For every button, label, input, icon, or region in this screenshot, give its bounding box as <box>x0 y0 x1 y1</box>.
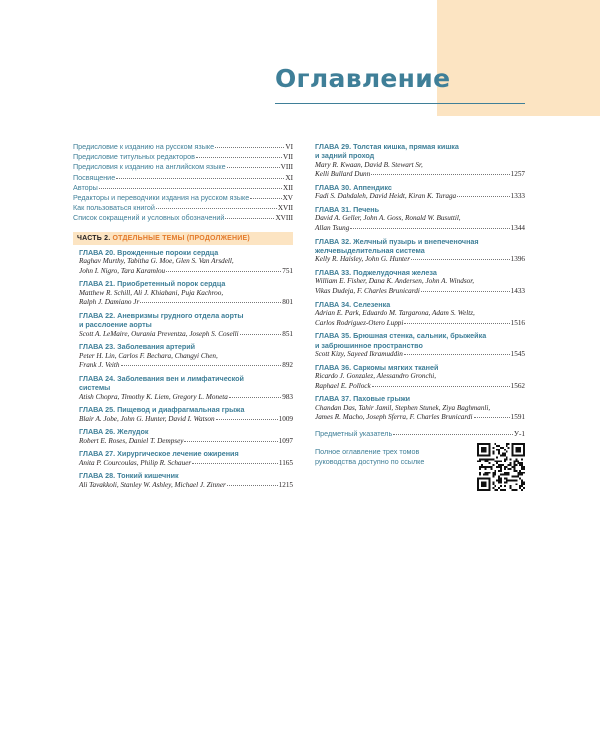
leader-dots <box>474 417 510 418</box>
leader-dots <box>192 463 278 464</box>
chapter-title <box>79 279 293 288</box>
toc-entry-chapter[interactable] <box>79 279 293 308</box>
chapter-authors <box>79 257 293 276</box>
chapter-title-line: ГЛАВА 36. Саркомы мягких тканей <box>315 362 439 372</box>
toc-entry-front-matter[interactable] <box>73 173 293 183</box>
chapter-title-line: желчевыделительная система <box>315 246 425 255</box>
leader-dots <box>215 147 284 148</box>
chapter-authors <box>315 214 525 233</box>
leader-dots <box>350 228 509 229</box>
leader-dots <box>225 218 274 219</box>
chapter-title-line: ГЛАВА 26. Желудок <box>79 427 149 437</box>
authors-line <box>79 393 293 403</box>
toc-entry-front-matter[interactable] <box>73 183 293 193</box>
authors-line <box>79 361 293 371</box>
toc-entry-chapter[interactable] <box>315 142 525 180</box>
chapter-title-line: ГЛАВА 25. Пищевод и диафрагмальная грыжа <box>79 405 245 415</box>
authors-line <box>79 437 293 447</box>
toc-entry-front-matter[interactable] <box>73 152 293 162</box>
chapter-page: 1257 <box>510 170 525 179</box>
toc-entry-label: Посвящение <box>73 172 116 182</box>
qr-code-icon[interactable] <box>477 443 525 491</box>
chapter-title-line: ГЛАВА 21. Приобретенный порок сердца <box>79 279 226 289</box>
toc-entry-front-matter[interactable] <box>73 193 293 203</box>
chapter-title-line: и расслоение аорты <box>79 320 152 330</box>
leader-dots <box>404 323 509 324</box>
leader-dots <box>240 334 282 335</box>
index-label: Предметный указатель <box>315 428 393 438</box>
chapter-authors <box>79 481 293 491</box>
authors-line <box>315 413 525 423</box>
chapter-title-line: ГЛАВА 24. Заболевания вен и лимфатической <box>79 373 244 383</box>
toc-entry-front-matter[interactable] <box>73 213 293 223</box>
toc-entry-chapter[interactable] <box>79 374 293 402</box>
chapter-page: 851 <box>282 329 293 338</box>
authors-text: John I. Nigro, Tara Karamlou <box>79 266 166 275</box>
part-label: ЧАСТЬ 2. <box>77 234 111 242</box>
chapter-authors <box>79 330 293 340</box>
authors-text: Robert E. Roses, Daniel T. Dempsey <box>79 436 184 445</box>
leader-dots <box>116 178 284 179</box>
toc-entry-chapter[interactable] <box>79 449 293 468</box>
leader-dots <box>166 271 281 272</box>
toc-entry-index[interactable] <box>315 429 525 439</box>
chapter-title <box>315 268 525 277</box>
toc-entry-label: Список сокращений и условных обозначений <box>73 213 225 223</box>
authors-line: David A. Geller, John A. Goss, Ronald W. Busuttil, <box>315 214 461 223</box>
authors-line <box>315 170 525 180</box>
authors-line: Raghav Murthy, Tabitha G. Moe, Glen S. Van Arsdell, <box>79 257 234 266</box>
toc-left-column <box>73 142 293 493</box>
leader-dots <box>227 167 280 168</box>
chapter-title <box>79 405 293 414</box>
chapter-page: 1165 <box>278 458 293 467</box>
chapter-authors <box>315 404 525 423</box>
authors-line <box>315 350 525 360</box>
chapter-title <box>79 342 293 351</box>
chapter-title-line: ГЛАВА 30. Аппендикс <box>315 183 392 192</box>
chapter-page: 1215 <box>278 480 293 489</box>
front-matter-list <box>73 142 293 224</box>
chapter-authors <box>79 352 293 371</box>
authors-line: Matthew R. Schill, Ali J. Khiabani, Puja Kachroo, <box>79 288 224 297</box>
chapter-page: 1009 <box>278 414 293 423</box>
chapter-title-line: ГЛАВА 27. Хирургическое лечение ожирения <box>79 449 239 459</box>
authors-line <box>79 298 293 308</box>
toc-entry-chapter[interactable] <box>79 405 293 424</box>
toc-entry-page: XI <box>285 173 293 182</box>
part-name: ОТДЕЛЬНЫЕ ТЕМЫ (ПРОДОЛЖЕНИЕ) <box>112 234 250 242</box>
page-title: Оглавление <box>275 64 451 93</box>
authors-line <box>79 267 293 277</box>
toc-entry-front-matter[interactable] <box>73 142 293 152</box>
toc-right-column <box>315 142 525 495</box>
toc-entry-chapter[interactable] <box>315 394 525 423</box>
chapter-title <box>79 248 293 257</box>
authors-text: Fadi S. Dahdaleh, David Heidt, Kiran K. Turaga <box>315 192 457 201</box>
toc-entry-chapter[interactable] <box>315 183 525 202</box>
toc-entry-page: XV <box>282 194 293 203</box>
full-toc-note: Полное оглавление трех томов руководства доступно по ссылке <box>315 446 425 466</box>
chapter-title <box>315 142 525 161</box>
toc-entry-label: Предисловия к изданию на английском языке <box>73 162 226 172</box>
authors-text: Scott Kizy, Sayeed Ikramuddin <box>315 350 403 358</box>
chapter-authors <box>79 459 293 469</box>
chapter-title-line: ГЛАВА 32. Желчный пузырь и внепеченочная <box>315 236 479 246</box>
chapter-title <box>315 237 525 256</box>
authors-line <box>79 415 293 425</box>
authors-line <box>315 255 525 265</box>
toc-entry-label: Как пользоваться книгой <box>73 203 155 213</box>
toc-entry-page: VII <box>283 153 293 162</box>
authors-line <box>79 481 293 491</box>
authors-line: William E. Fisher, Dana K. Andersen, John A. Windsor, <box>315 277 475 286</box>
toc-entry-chapter[interactable] <box>79 311 293 339</box>
toc-entry-chapter[interactable] <box>315 363 525 392</box>
chapter-title <box>79 311 293 330</box>
chapter-title <box>79 427 293 436</box>
leader-dots <box>121 365 282 366</box>
toc-entry-label: Предисловие к изданию на русском языке <box>73 142 215 151</box>
leader-dots <box>99 188 282 189</box>
authors-text: Vikas Dudeja, F. Charles Brunicardi <box>315 287 420 295</box>
leader-dots <box>196 157 282 158</box>
chapter-page: 1562 <box>510 381 525 390</box>
chapter-page: 1545 <box>510 350 525 358</box>
chapter-title <box>315 394 525 403</box>
chapter-authors <box>315 372 525 391</box>
authors-text: Raphael E. Pollock <box>315 381 371 390</box>
chapter-authors <box>79 289 293 308</box>
chapter-title-line: системы <box>79 383 111 393</box>
chapter-title <box>315 183 525 192</box>
authors-line <box>315 382 525 392</box>
authors-text: Anita P. Courcoulas, Philip R. Schauer <box>79 458 192 467</box>
leader-dots <box>404 354 510 355</box>
leader-dots <box>184 441 277 442</box>
chapter-title-line: ГЛАВА 31. Печень <box>315 205 380 214</box>
chapter-authors <box>315 309 525 328</box>
authors-text: Ali Tavakkoli, Stanley W. Ashley, Michael J. Zinner <box>79 480 226 489</box>
chapter-page: 1433 <box>510 287 525 295</box>
leader-dots <box>457 196 509 197</box>
chapter-title <box>79 471 293 480</box>
toc-entry-label: Авторы <box>73 182 98 192</box>
authors-line <box>79 459 293 469</box>
chapter-title-line: и забрюшинное пространство <box>315 340 423 350</box>
chapter-list-right <box>315 142 525 423</box>
index-page: У-1 <box>513 429 525 438</box>
authors-line: Chandan Das, Tahir Jamil, Stephen Stunek, Ziya Baghmanli, <box>315 403 491 412</box>
leader-dots <box>371 174 509 175</box>
authors-text: Ralph J. Damiano Jr <box>79 298 140 307</box>
authors-line <box>315 287 525 297</box>
full-toc-block <box>315 443 525 495</box>
authors-line: Peter H. Lin, Carlos F. Bechara, Changyi Chen, <box>79 351 218 360</box>
leader-dots <box>411 259 510 260</box>
toc-entry-page: XVII <box>277 204 293 213</box>
chapter-title-line: ГЛАВА 23. Заболевания артерий <box>79 342 196 352</box>
toc-entry-chapter[interactable] <box>79 248 293 277</box>
authors-line <box>315 224 525 234</box>
chapter-page: 1344 <box>510 224 525 232</box>
chapter-title <box>315 300 525 309</box>
chapter-page: 801 <box>282 298 293 307</box>
authors-line: Ricardo J. Gonzalez, Alessandro Gronchi, <box>315 372 437 380</box>
authors-line <box>315 192 525 202</box>
part-heading <box>73 232 293 245</box>
toc-entry-page: XVIII <box>275 214 293 223</box>
authors-text: Blair A. Jobe, John G. Hunter, David I. Watson <box>79 414 215 423</box>
authors-text: Kelly R. Haisley, John G. Hunter <box>315 255 411 264</box>
chapter-title-line: и задний проход <box>315 151 375 161</box>
toc-entry-page: VIII <box>280 163 293 172</box>
toc-entry-label: Редакторы и переводчики издания на русском языке <box>73 193 250 203</box>
chapter-title-line: ГЛАВА 20. Врожденные пороки сердца <box>79 247 219 257</box>
chapter-title-line: ГЛАВА 35. Брюшная стенка, сальник, брыжейка <box>315 331 487 341</box>
chapter-title <box>315 331 525 350</box>
chapter-title-line: ГЛАВА 33. Поджелудочная железа <box>315 268 437 277</box>
authors-text: James R. Macho, Joseph Sferra, F. Charles Brunicardi <box>315 413 473 422</box>
authors-text: Kelli Bullard Dunn <box>315 170 371 179</box>
chapter-title-line: ГЛАВА 34. Селезенка <box>315 299 391 309</box>
leader-dots <box>372 386 510 387</box>
chapter-authors <box>79 437 293 447</box>
toc-entry-front-matter[interactable] <box>73 162 293 172</box>
toc-entry-page: XII <box>283 183 293 192</box>
toc-entry-page: VI <box>285 143 293 151</box>
authors-text: Scott A. LeMaire, Ourania Preventza, Joseph S. Coselli <box>79 329 239 338</box>
toc-entry-front-matter[interactable] <box>73 203 293 213</box>
chapter-page: 1516 <box>510 318 525 327</box>
toc-entry-chapter[interactable] <box>315 237 525 265</box>
chapter-list-left <box>73 248 293 491</box>
toc-entry-chapter[interactable] <box>315 205 525 234</box>
authors-text: Allan Tsung <box>315 224 350 232</box>
toc-entry-chapter[interactable] <box>315 331 525 359</box>
chapter-title <box>315 205 525 214</box>
chapter-page: 751 <box>282 266 293 275</box>
chapter-title-line: ГЛАВА 28. Тонкий кишечник <box>79 471 179 481</box>
chapter-authors <box>315 161 525 180</box>
authors-text: Atish Chopra, Timothy K. Liem, Gregory L. Moneta <box>79 392 228 401</box>
leader-dots <box>156 208 277 209</box>
toc-entry-chapter[interactable] <box>79 427 293 446</box>
leader-dots <box>421 291 510 292</box>
leader-dots <box>229 397 281 398</box>
authors-text: Frank J. Veith <box>79 361 120 370</box>
toc-entry-chapter[interactable] <box>79 342 293 371</box>
decorative-corner <box>437 0 600 116</box>
chapter-page: 1591 <box>510 413 525 422</box>
leader-dots <box>227 485 278 486</box>
authors-line <box>79 330 293 340</box>
authors-text: Carlos Rodriguez-Otero Luppi <box>315 318 404 327</box>
chapter-title <box>79 449 293 458</box>
chapter-authors <box>315 255 525 265</box>
chapter-title <box>79 374 293 393</box>
leader-dots <box>216 419 278 420</box>
leader-dots <box>250 198 281 199</box>
chapter-title-line: ГЛАВА 22. Аневризмы грудного отдела аорты <box>79 310 244 320</box>
toc-entry-label: Предисловие титульных редакторов <box>73 152 195 162</box>
chapter-authors <box>315 192 525 202</box>
toc-entry-chapter[interactable] <box>79 471 293 490</box>
leader-dots <box>393 434 513 435</box>
chapter-page: 1097 <box>278 436 293 445</box>
chapter-page: 1396 <box>510 255 525 264</box>
title-rule <box>275 103 525 104</box>
authors-line: Mary R. Kwaan, David B. Stewart Sr, <box>315 160 423 169</box>
toc-entry-chapter[interactable] <box>315 268 525 297</box>
chapter-authors <box>315 350 525 360</box>
chapter-authors <box>79 415 293 425</box>
chapter-title-line: ГЛАВА 29. Толстая кишка, прямая кишка <box>315 142 459 151</box>
chapter-title-line: ГЛАВА 37. Паховые грыжи <box>315 394 411 404</box>
toc-entry-chapter[interactable] <box>315 300 525 329</box>
authors-line <box>315 319 525 329</box>
chapter-page: 983 <box>282 392 293 401</box>
chapter-title <box>315 363 525 372</box>
chapter-page: 1333 <box>510 192 525 201</box>
leader-dots <box>140 302 281 303</box>
chapter-authors <box>315 277 525 296</box>
chapter-authors <box>79 393 293 403</box>
authors-line: Adrian E. Park, Eduardo M. Targarona, Adam S. Weltz, <box>315 309 475 317</box>
chapter-page: 892 <box>282 361 293 370</box>
